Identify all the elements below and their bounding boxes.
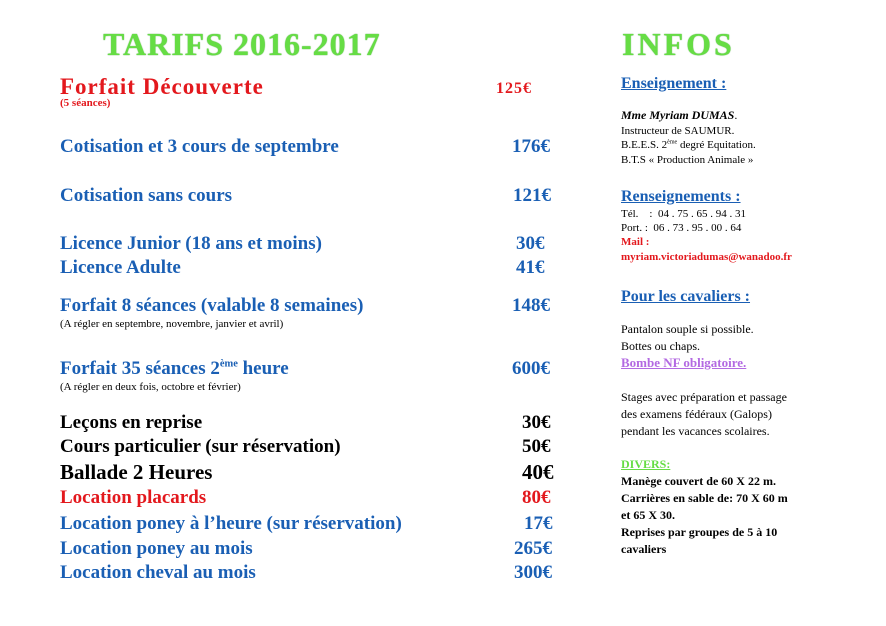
licence-junior-label: Licence Junior (18 ans et moins) [60, 233, 322, 254]
placards-price: 80€ [522, 487, 551, 508]
poney-mois-price: 265€ [514, 538, 552, 559]
forfait8-note: (A régler en septembre, novembre, janvier et avril) [60, 318, 284, 330]
forfait35-note: (A régler en deux fois, octobre et février) [60, 381, 241, 393]
forfait8-label: Forfait 8 séances (valable 8 semaines) [60, 295, 364, 316]
poney-heure-label: Location poney à l’heure (sur réservation) [60, 513, 402, 534]
mail-label: Mail : [621, 236, 650, 248]
stages-line-2: des examens fédéraux (Galops) [621, 407, 772, 421]
cavaliers-line-2: Bottes ou chaps. [621, 339, 700, 353]
licence-adulte-price: 41€ [516, 257, 545, 278]
divers-line-3: et 65 X 30. [621, 508, 675, 522]
cavaliers-line-1: Pantalon souple si possible. [621, 322, 754, 336]
divers-line-4: Reprises par groupes de 5 à 10 [621, 525, 778, 539]
lecons-price: 30€ [522, 412, 551, 433]
bombe-obligatoire: Bombe NF obligatoire. [621, 355, 747, 370]
decouverte-price: 125€ [496, 80, 532, 97]
forfait35-label: Forfait 35 séances 2ème heure [60, 358, 289, 379]
poney-heure-price: 17€ [524, 513, 553, 534]
renseignements-heading: Renseignements : [621, 188, 741, 205]
ballade-label: Ballade 2 Heures [60, 460, 213, 484]
info-line-1: Instructeur de SAUMUR. [621, 125, 735, 137]
cotisation-cours-price: 176€ [512, 136, 550, 157]
forfait8-price: 148€ [512, 295, 550, 316]
poney-mois-label: Location poney au mois [60, 538, 253, 559]
info-line-2: B.E.E.S. 2ème degré Equitation. [621, 139, 756, 151]
stages-line-1: Stages avec préparation et passage [621, 390, 787, 404]
stages-line-3: pendant les vacances scolaires. [621, 424, 770, 438]
lecons-label: Leçons en reprise [60, 412, 203, 433]
tarifs-title: TARIFS 2016-2017 [103, 26, 381, 62]
licence-adulte-label: Licence Adulte [60, 257, 181, 278]
enseignement-heading: Enseignement : [621, 75, 727, 92]
info-line-3: B.T.S « Production Animale » [621, 154, 754, 166]
ballade-price: 40€ [522, 460, 554, 484]
forfait35-price: 600€ [512, 358, 550, 379]
divers-line-2: Carrières en sable de: 70 X 60 m [621, 491, 788, 505]
cotisation-sans-label: Cotisation sans cours [60, 185, 233, 206]
cotisation-sans-price: 121€ [513, 185, 551, 206]
cheval-mois-label: Location cheval au mois [60, 562, 256, 583]
cavaliers-heading: Pour les cavaliers : [621, 288, 751, 305]
divers-heading: DIVERS: [621, 457, 671, 471]
particulier-price: 50€ [522, 436, 551, 457]
divers-line-1: Manège couvert de 60 X 22 m. [621, 474, 776, 488]
licence-junior-price: 30€ [516, 233, 545, 254]
cotisation-cours-label: Cotisation et 3 cours de septembre [60, 136, 339, 157]
tel-line: Tél. : 04 . 75 . 65 . 94 . 31 [621, 208, 746, 220]
port-line: Port. : 06 . 73 . 95 . 00 . 64 [621, 222, 742, 234]
teacher-name: Mme Myriam DUMAS. [621, 108, 738, 122]
divers-line-5: cavaliers [621, 542, 667, 556]
placards-label: Location placards [60, 487, 207, 508]
infos-title: INFOS [622, 26, 735, 62]
mail-address[interactable]: myriam.victoriadumas@wanadoo.fr [621, 251, 792, 263]
decouverte-sub: (5 séances) [60, 97, 111, 109]
particulier-label: Cours particulier (sur réservation) [60, 436, 341, 457]
decouverte-label: Forfait Découverte [60, 74, 264, 99]
cheval-mois-price: 300€ [514, 562, 552, 583]
